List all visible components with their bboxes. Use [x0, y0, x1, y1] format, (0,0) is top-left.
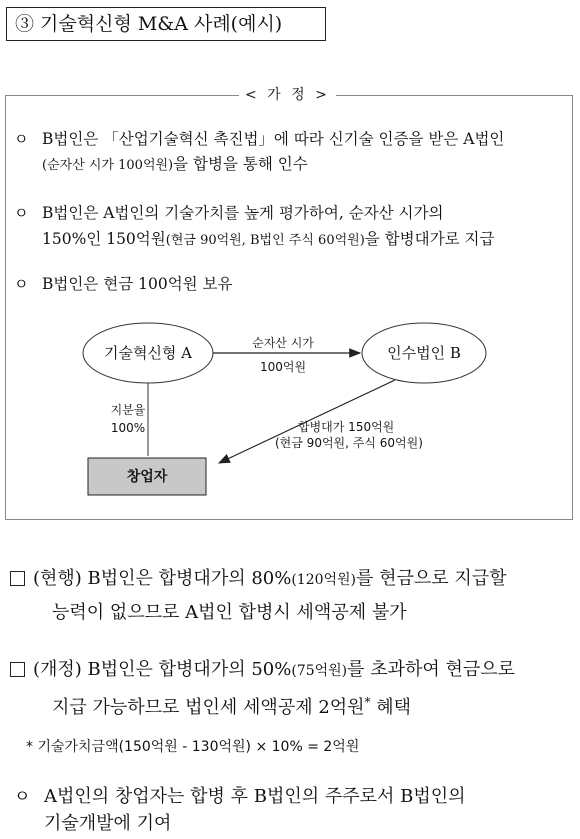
checkbox-square-icon: [10, 571, 25, 586]
section-title: ③ 기술혁신형 M&A 사례(예시): [6, 7, 326, 41]
current-rule-line1: [33, 564, 507, 595]
assumption-2-rest: 을 합병대가로 지급: [364, 230, 495, 248]
node-a-label: 기술혁신형 A: [103, 344, 193, 362]
revised-line2-end: 혜택: [370, 697, 412, 718]
payment-label-2: (현금 90억원, 주식 60억원): [275, 436, 423, 450]
revised-rule-line1: [33, 655, 515, 686]
current-small: (120억원): [291, 572, 357, 588]
revised-line2-start: 지급 가능하므로 법인세 세액공제 2억원: [52, 697, 365, 718]
assumption-1-rest: 을 합병을 통해 인수: [173, 155, 308, 173]
bullet-mark: ㅇ: [14, 204, 29, 222]
arrow-label-bottom: 100억원: [259, 360, 307, 374]
payment-label-1: 합병대가 150억원: [298, 420, 395, 434]
assumption-1-note: (순자산 시가 100억원): [42, 158, 174, 173]
current-prefix: (현행) B법인은 합병대가의 80%: [33, 568, 292, 589]
bullet-mark: ㅇ: [14, 275, 29, 293]
assumption-2-start: 150%인 150억원: [42, 230, 166, 248]
assumption-1-line1: B법인은 「산업기술혁신 촉진법」에 따라 신기술 인증을 받은 A법인: [42, 130, 505, 148]
conclusion-line1: A법인의 창업자는 합병 후 B법인의 주주로서 B법인의: [44, 786, 466, 807]
revised-asterisk: *: [364, 695, 371, 709]
revised-rule-line2: [52, 687, 411, 723]
assumption-2-line1: B법인은 A법인의 기술가치를 높게 평가하여, 순자산 시가의: [42, 204, 444, 222]
stake-label-2: 100%: [110, 421, 146, 435]
current-rest: 를 현금으로 지급할: [356, 568, 507, 589]
node-b-label: 인수법인 B: [387, 344, 461, 362]
checkbox-square-icon: [10, 662, 25, 677]
assumption-label: < 가 정 >: [239, 85, 336, 105]
bullet-mark: ㅇ: [14, 130, 29, 148]
assumption-2-note: (현금 90억원, B법인 주식 60억원): [165, 233, 365, 248]
revised-rest: 를 초과하여 현금으로: [347, 659, 516, 680]
bullet-mark: ㅇ: [14, 787, 31, 807]
revised-prefix: (개정) B법인은 합병대가의 50%: [33, 659, 292, 680]
assumption-3-line1: B법인은 현금 100억원 보유: [42, 275, 233, 293]
arrow-label-top: 순자산 시가: [252, 336, 314, 350]
founder-label: 창업자: [126, 469, 168, 485]
current-rule-line2: 능력이 없으므로 A법인 합병시 세액공제 불가: [52, 602, 407, 623]
conclusion-line2: 기술개발에 기여: [44, 813, 172, 834]
revised-small: (75억원): [291, 663, 348, 679]
footnote: * 기술가치금액(150억원 - 130억원) × 10% = 2억원: [26, 739, 360, 755]
stake-label-1: 지분율: [110, 403, 146, 417]
